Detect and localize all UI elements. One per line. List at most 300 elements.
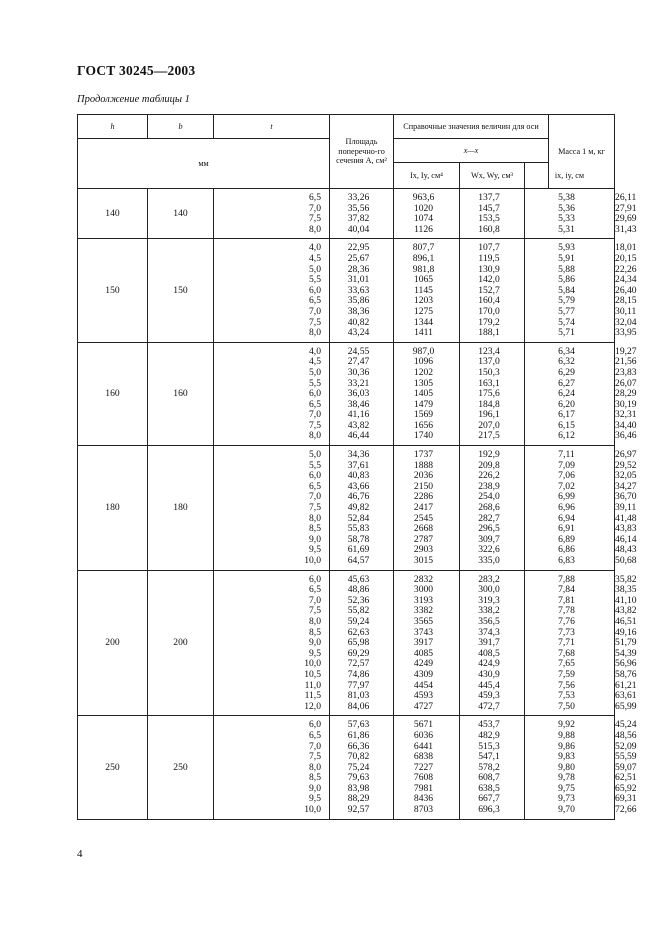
area-value: 65,98 — [347, 637, 370, 649]
modulus-value: 188,1 — [478, 327, 500, 339]
radius-cell — [525, 342, 615, 445]
moment-value: 4085 — [413, 647, 434, 659]
moment-value: 2668 — [413, 523, 434, 535]
thickness-value: 11,5 — [304, 690, 321, 702]
moment-value: 7981 — [413, 782, 434, 794]
area-value: 46,76 — [347, 491, 370, 503]
thickness-value: 7,5 — [309, 605, 321, 617]
modulus-value: 322,6 — [478, 544, 500, 556]
moment-value: 8436 — [413, 793, 434, 805]
thickness-value: 10,0 — [304, 658, 321, 670]
modulus-value: 338,2 — [478, 605, 500, 617]
area-value: 72,57 — [347, 658, 370, 670]
radius-value: 5,91 — [558, 252, 575, 264]
modulus-value: 254,0 — [478, 491, 500, 503]
size-h-cell: 200 — [78, 570, 148, 716]
radius-value: 6,29 — [558, 366, 575, 378]
modulus-value: 408,5 — [478, 647, 500, 659]
moment-cell — [394, 716, 460, 819]
moment-value: 3565 — [413, 615, 434, 627]
radius-value: 7,59 — [558, 668, 575, 680]
header-reference-values: Справочные значения величин для оси — [394, 115, 549, 139]
moment-value: 1202 — [413, 366, 434, 378]
moment-value: 1479 — [413, 398, 434, 410]
area-value: 40,83 — [347, 470, 370, 482]
radius-value: 7,65 — [558, 658, 575, 670]
modulus-value: 170,0 — [478, 305, 500, 317]
table-continuation-caption: Продолжение таблицы 1 — [77, 94, 190, 105]
area-value: 57,63 — [347, 719, 370, 731]
area-value: 27,47 — [347, 356, 370, 368]
modulus-value: 482,9 — [478, 729, 500, 741]
area-value: 22,95 — [347, 242, 370, 254]
modulus-value: 107,7 — [478, 242, 500, 254]
thickness-cell — [214, 189, 330, 239]
moment-value: 3743 — [413, 626, 434, 638]
header-area-text: Площадь поперечно-го сечения A, см² — [336, 137, 387, 166]
thickness-value: 7,5 — [309, 419, 321, 431]
modulus-value: 160,4 — [478, 295, 500, 307]
modulus-cell — [460, 342, 525, 445]
header-section-modulus: Wx, Wy, см³ — [460, 163, 525, 189]
modulus-value: 130,9 — [478, 263, 500, 275]
size-b-cell: 150 — [148, 239, 214, 342]
thickness-value: 8,0 — [309, 761, 321, 773]
area-value: 70,82 — [347, 751, 370, 763]
radius-value: 7,02 — [558, 480, 575, 492]
document-title: ГОСТ 30245—2003 — [77, 63, 196, 78]
radius-value: 6,27 — [558, 377, 575, 389]
moment-value: 3193 — [413, 594, 434, 606]
area-value: 24,55 — [347, 345, 370, 357]
radius-value: 9,88 — [558, 729, 575, 741]
modulus-value: 153,5 — [478, 213, 500, 225]
radius-value: 7,09 — [558, 459, 575, 471]
modulus-value: 268,6 — [478, 502, 500, 514]
modulus-value: 374,3 — [478, 626, 500, 638]
size-h-cell: 160 — [78, 342, 148, 445]
area-value: 38,46 — [347, 398, 370, 410]
radius-value: 7,84 — [558, 584, 575, 596]
thickness-value: 7,5 — [309, 213, 321, 225]
header-unit-mm: мм — [78, 139, 330, 189]
modulus-value: 152,7 — [478, 284, 500, 296]
area-cell — [330, 446, 394, 571]
area-value: 41,16 — [347, 409, 370, 421]
radius-value: 7,06 — [558, 470, 575, 482]
moment-cell — [394, 189, 460, 239]
header-area — [330, 115, 394, 189]
radius-value: 6,91 — [558, 523, 575, 535]
area-value: 52,36 — [347, 594, 370, 606]
modulus-value: 578,2 — [478, 761, 500, 773]
moment-value: 1065 — [413, 274, 434, 286]
thickness-value: 4,0 — [309, 242, 321, 254]
radius-value: 9,92 — [558, 719, 575, 731]
radius-cell — [525, 570, 615, 716]
radius-value: 9,86 — [558, 740, 575, 752]
area-value: 25,67 — [347, 252, 370, 264]
radius-value: 6,20 — [558, 398, 575, 410]
area-value: 61,69 — [347, 544, 370, 556]
thickness-cell — [214, 446, 330, 571]
radius-value: 7,81 — [558, 594, 575, 606]
area-value: 33,21 — [347, 377, 370, 389]
radius-value: 9,78 — [558, 772, 575, 784]
area-value: 59,24 — [347, 615, 370, 627]
thickness-value: 7,0 — [309, 491, 321, 503]
moment-value: 7227 — [413, 761, 434, 773]
thickness-cell — [214, 342, 330, 445]
modulus-value: 123,4 — [478, 345, 500, 357]
area-value: 43,66 — [347, 480, 370, 492]
moment-value: 2545 — [413, 512, 434, 524]
moment-value: 1740 — [413, 430, 434, 442]
moment-value: 1275 — [413, 305, 434, 317]
radius-value: 7,68 — [558, 647, 575, 659]
thickness-cell — [214, 716, 330, 819]
moment-value: 1569 — [413, 409, 434, 421]
thickness-value: 6,5 — [309, 192, 321, 203]
modulus-cell — [460, 189, 525, 239]
modulus-value: 226,2 — [478, 470, 500, 482]
area-value: 84,06 — [347, 700, 370, 712]
thickness-value: 6,0 — [309, 388, 321, 400]
area-value: 55,83 — [347, 523, 370, 535]
thickness-value: 9,5 — [309, 544, 321, 556]
thickness-value: 7,0 — [309, 202, 321, 214]
modulus-value: 142,0 — [478, 274, 500, 286]
area-value: 43,24 — [347, 327, 370, 339]
modulus-value: 196,1 — [478, 409, 500, 421]
modulus-value: 296,5 — [478, 523, 500, 535]
area-value: 58,78 — [347, 533, 370, 545]
radius-value: 9,83 — [558, 751, 575, 763]
area-value: 46,44 — [347, 430, 370, 442]
modulus-value: 424,9 — [478, 658, 500, 670]
thickness-value: 8,0 — [309, 223, 321, 235]
modulus-value: 217,5 — [478, 430, 500, 442]
header-axis: x—x — [394, 139, 549, 163]
modulus-value: 160,8 — [478, 223, 500, 235]
moment-value: 5671 — [413, 719, 434, 731]
area-cell — [330, 189, 394, 239]
moment-value: 2150 — [413, 480, 434, 492]
moment-value: 8703 — [413, 804, 434, 816]
moment-value: 2286 — [413, 491, 434, 503]
radius-value: 6,15 — [558, 419, 575, 431]
radius-value: 7,88 — [558, 573, 575, 585]
thickness-value: 5,5 — [309, 459, 321, 471]
radius-value: 7,53 — [558, 690, 575, 702]
moment-value: 3917 — [413, 637, 434, 649]
area-cell — [330, 342, 394, 445]
header-t: t — [214, 115, 330, 139]
moment-value: 4309 — [413, 668, 434, 680]
area-value: 33,63 — [347, 284, 370, 296]
table-row: 160 160 4,0 4,5 5,0 5,5 6,0 6,5 7,0 7,5 8,0 24,55 27,47 30,36 33,21 36,03 38,46 41,16 43,82 46,44 987,0 1096 1202 1305 1405 1479 1569 1656 1740 123,4 137,0 150,3 163,1 175,6 184,8 196,1 207,0 217,5 6,34 6,32 6,29 6,27 6,24 6,20 6,17 6,15 6,12 19,27 21,56 23,83 26,07 28,29 30,19 32,31 34,40 36,46 — [78, 342, 615, 445]
modulus-value: 638,5 — [478, 782, 500, 794]
modulus-cell — [460, 570, 525, 716]
table-row: 140 140 6,5 7,0 7,5 8,0 33,26 35,56 37,82 40,04 963,6 1020 1074 1126 137,7 145,7 153,5 160,8 5,38 5,36 5,33 5,31 26,11 27,91 29,69 31,43 — [78, 189, 615, 239]
thickness-value: 6,0 — [309, 719, 321, 731]
thickness-value: 7,5 — [309, 502, 321, 514]
thickness-value: 6,5 — [309, 729, 321, 741]
table-header — [78, 115, 615, 189]
modulus-value: 459,3 — [478, 690, 500, 702]
moment-value: 1344 — [413, 316, 434, 328]
thickness-value: 6,5 — [309, 584, 321, 596]
radius-value: 6,86 — [558, 544, 575, 556]
area-value: 35,86 — [347, 295, 370, 307]
moment-value: 4454 — [413, 679, 434, 691]
modulus-value: 319,3 — [478, 594, 500, 606]
modulus-value: 547,1 — [478, 751, 500, 763]
radius-value: 5,33 — [558, 213, 575, 225]
table-row: 180 180 5,0 5,5 6,0 6,5 7,0 7,5 8,0 8,5 9,0 9,5 10,0 34,36 37,61 40,83 43,66 46,76 49,82 52,84 55,83 58,78 61,69 64,57 1737 1888 2036 2150 2286 2417 2545 2668 2787 2903 3015 192,9 209,8 226,2 238,9 254,0 268,6 282,7 296,5 309,7 322,6 335,0 7,11 7,09 7,06 7,02 6,99 6,96 6,94 6,91 6,89 6,86 6,83 26,97 29,52 32,05 34,27 36,70 39,11 41,48 43,83 46,14 48,43 50,68 — [78, 446, 615, 571]
modulus-value: 207,0 — [478, 419, 500, 431]
size-b-cell: 250 — [148, 716, 214, 819]
moment-value: 963,6 — [412, 192, 435, 203]
moment-value: 1411 — [414, 327, 433, 339]
thickness-value: 8,0 — [309, 430, 321, 442]
modulus-value: 137,7 — [478, 192, 500, 203]
moment-value: 7608 — [413, 772, 434, 784]
radius-value: 6,32 — [558, 356, 575, 368]
radius-value: 6,24 — [558, 388, 575, 400]
modulus-value: 163,1 — [478, 377, 500, 389]
thickness-value: 8,5 — [309, 523, 321, 535]
modulus-value: 391,7 — [478, 637, 500, 649]
area-value: 37,82 — [347, 213, 370, 225]
thickness-cell — [214, 239, 330, 342]
moment-value: 1020 — [413, 202, 434, 214]
radius-value: 9,80 — [558, 761, 575, 773]
page-number: 4 — [77, 848, 83, 860]
area-value: 30,36 — [347, 366, 370, 378]
modulus-value: 137,0 — [478, 356, 500, 368]
radius-value: 5,93 — [558, 242, 575, 254]
radius-value: 6,12 — [558, 430, 575, 442]
area-value: 92,57 — [347, 804, 370, 816]
area-value: 62,63 — [347, 626, 370, 638]
radius-value: 7,56 — [558, 679, 575, 691]
thickness-value: 9,0 — [309, 533, 321, 545]
header-mass-text: Масса 1 м, кг — [558, 146, 605, 156]
moment-value: 1126 — [414, 223, 433, 235]
area-value: 52,84 — [347, 512, 370, 524]
radius-cell — [525, 189, 615, 239]
modulus-value: 283,2 — [478, 573, 500, 585]
radius-value: 5,86 — [558, 274, 575, 286]
thickness-value: 6,5 — [309, 480, 321, 492]
radius-value: 5,31 — [558, 223, 575, 235]
moment-value: 807,7 — [412, 242, 435, 254]
thickness-value: 9,5 — [309, 793, 321, 805]
area-value: 88,29 — [347, 793, 370, 805]
table-row: 200 200 6,0 6,5 7,0 7,5 8,0 8,5 9,0 9,5 10,0 10,5 11,0 11,5 12,0 45,63 48,86 52,36 55,82 59,24 62,63 65,98 69,29 72,57 74,86 77,97 81,03 84,06 2832 3000 3193 3382 3565 3743 3917 4085 4249 4309 4454 4593 4727 283,2 300,0 319,3 338,2 356,5 374,3 391,7 408,5 424,9 430,9 445,4 459,3 472,7 7,88 7,84 7,81 7,78 7,76 7,73 7,71 7,68 7,65 7,59 7,56 7,53 7,50 35,82 38,35 41,10 43,82 46,51 49,16 51,79 54,39 56,96 58,76 61,21 63,61 65,99 — [78, 570, 615, 716]
thickness-value: 10,0 — [304, 804, 321, 816]
moment-cell — [394, 570, 460, 716]
size-b-cell: 160 — [148, 342, 214, 445]
thickness-value: 7,5 — [309, 316, 321, 328]
thickness-value: 7,0 — [309, 740, 321, 752]
area-value: 33,26 — [347, 192, 370, 203]
moment-value: 896,1 — [412, 252, 435, 264]
moment-value: 2832 — [413, 573, 434, 585]
modulus-value: 282,7 — [478, 512, 500, 524]
radius-value: 9,75 — [558, 782, 575, 794]
moment-value: 2036 — [413, 470, 434, 482]
moment-value: 981,8 — [412, 263, 435, 275]
thickness-value: 8,5 — [309, 772, 321, 784]
area-value: 35,56 — [347, 202, 370, 214]
area-cell — [330, 239, 394, 342]
thickness-value: 7,0 — [309, 409, 321, 421]
area-value: 40,04 — [347, 223, 370, 235]
modulus-value: 356,5 — [478, 615, 500, 627]
thickness-value: 9,5 — [309, 647, 321, 659]
modulus-value: 309,7 — [478, 533, 500, 545]
radius-value: 7,76 — [558, 615, 575, 627]
thickness-value: 10,5 — [304, 668, 321, 680]
area-value: 77,97 — [347, 679, 370, 691]
moment-value: 6036 — [413, 729, 434, 741]
size-b-cell: 180 — [148, 446, 214, 571]
thickness-value: 8,0 — [309, 327, 321, 339]
area-value: 64,57 — [347, 555, 370, 566]
moment-value: 6441 — [413, 740, 434, 752]
radius-cell — [525, 716, 615, 819]
radius-value: 5,88 — [558, 263, 575, 275]
moment-value: 1405 — [413, 388, 434, 400]
modulus-value: 335,0 — [478, 555, 500, 566]
radius-value: 7,71 — [558, 637, 575, 649]
area-cell — [330, 716, 394, 819]
moment-cell — [394, 239, 460, 342]
thickness-value: 7,5 — [309, 751, 321, 763]
thickness-value: 6,5 — [309, 295, 321, 307]
modulus-cell — [460, 239, 525, 342]
area-value: 61,86 — [347, 729, 370, 741]
moment-value: 1888 — [413, 459, 434, 471]
radius-value: 6,34 — [558, 345, 575, 357]
thickness-cell — [214, 570, 330, 716]
thickness-value: 11,0 — [304, 679, 321, 691]
moment-value: 1074 — [413, 213, 434, 225]
thickness-value: 4,5 — [309, 252, 321, 264]
header-b: b — [148, 115, 214, 139]
area-cell — [330, 570, 394, 716]
modulus-value: 145,7 — [478, 202, 500, 214]
thickness-value: 5,0 — [309, 366, 321, 378]
modulus-value: 238,9 — [478, 480, 500, 492]
profile-table — [77, 114, 637, 820]
thickness-value: 5,0 — [309, 449, 321, 461]
thickness-value: 6,0 — [309, 573, 321, 585]
moment-value: 1305 — [413, 377, 434, 389]
thickness-value: 9,0 — [309, 782, 321, 794]
modulus-value: 192,9 — [478, 449, 500, 461]
radius-value: 5,36 — [558, 202, 575, 214]
area-value: 28,36 — [347, 263, 370, 275]
modulus-value: 472,7 — [478, 700, 500, 712]
moment-value: 987,0 — [412, 345, 435, 357]
area-value: 55,82 — [347, 605, 370, 617]
modulus-value: 175,6 — [478, 388, 500, 400]
thickness-value: 4,5 — [309, 356, 321, 368]
moment-cell — [394, 342, 460, 445]
modulus-value: 430,9 — [478, 668, 500, 680]
modulus-value: 667,7 — [478, 793, 500, 805]
size-h-cell: 180 — [78, 446, 148, 571]
moment-value: 2903 — [413, 544, 434, 556]
radius-value: 6,99 — [558, 491, 575, 503]
modulus-value: 696,3 — [478, 804, 500, 816]
radius-value: 7,50 — [558, 700, 575, 712]
modulus-value: 150,3 — [478, 366, 500, 378]
area-value: 38,36 — [347, 305, 370, 317]
size-h-cell: 140 — [78, 189, 148, 239]
area-value: 81,03 — [347, 690, 370, 702]
moment-value: 2417 — [413, 502, 434, 514]
header-h: h — [78, 115, 148, 139]
radius-cell — [525, 446, 615, 571]
modulus-value: 179,2 — [478, 316, 500, 328]
radius-value: 5,77 — [558, 305, 575, 317]
area-value: 31,01 — [347, 274, 370, 286]
thickness-value: 8,0 — [309, 512, 321, 524]
moment-value: 3000 — [413, 584, 434, 596]
radius-value: 7,11 — [558, 449, 575, 461]
modulus-cell — [460, 446, 525, 571]
area-value: 69,29 — [347, 647, 370, 659]
thickness-value: 7,0 — [309, 594, 321, 606]
modulus-value: 209,8 — [478, 459, 500, 471]
area-value: 49,82 — [347, 502, 370, 514]
radius-value: 5,38 — [558, 192, 575, 203]
thickness-value: 5,0 — [309, 263, 321, 275]
moment-value: 3015 — [413, 555, 434, 566]
radius-value: 6,17 — [558, 409, 575, 421]
radius-value: 6,96 — [558, 502, 575, 514]
moment-cell — [394, 446, 460, 571]
thickness-value: 12,0 — [304, 700, 321, 712]
thickness-value: 5,5 — [309, 377, 321, 389]
area-value: 37,61 — [347, 459, 370, 471]
header-moment-of-inertia: Ix, Iy, см⁴ — [394, 163, 460, 189]
modulus-value: 119,5 — [478, 252, 500, 264]
modulus-value: 184,8 — [478, 398, 500, 410]
table-row: 150 150 4,0 4,5 5,0 5,5 6,0 6,5 7,0 7,5 8,0 22,95 25,67 28,36 31,01 33,63 35,86 38,36 40,82 43,24 807,7 896,1 981,8 1065 1145 1203 1275 1344 1411 107,7 119,5 130,9 142,0 152,7 160,4 170,0 179,2 188,1 5,93 5,91 5,88 5,86 5,84 5,79 5,77 5,74 5,71 18,01 20,15 22,26 24,34 26,40 28,15 30,11 32,04 33,95 — [78, 239, 615, 342]
table-row: 250 250 6,0 6,5 7,0 7,5 8,0 8,5 9,0 9,5 10,0 57,63 61,86 66,36 70,82 75,24 79,63 83,98 88,29 92,57 5671 6036 6441 6838 7227 7608 7981 8436 8703 453,7 482,9 515,3 547,1 578,2 608,7 638,5 667,7 696,3 9,92 9,88 9,86 9,83 9,80 9,78 9,75 9,73 9,70 45,24 48,56 52,09 55,59 59,07 62,51 65,92 69,31 72,66 — [78, 716, 615, 819]
modulus-value: 608,7 — [478, 772, 500, 784]
radius-value: 5,79 — [558, 295, 575, 307]
area-value: 45,63 — [347, 573, 370, 585]
moment-value: 1096 — [413, 356, 434, 368]
table-body — [78, 189, 637, 820]
size-h-cell: 150 — [78, 239, 148, 342]
radius-value: 5,71 — [558, 327, 575, 339]
moment-value: 4249 — [413, 658, 434, 670]
area-value: 36,03 — [347, 388, 370, 400]
thickness-value: 4,0 — [309, 345, 321, 357]
size-b-cell: 200 — [148, 570, 214, 716]
thickness-value: 5,5 — [309, 274, 321, 286]
header-radius-of-gyration: ix, iy, см — [525, 163, 615, 189]
radius-value: 6,83 — [558, 555, 575, 566]
moment-value: 1145 — [414, 284, 433, 296]
